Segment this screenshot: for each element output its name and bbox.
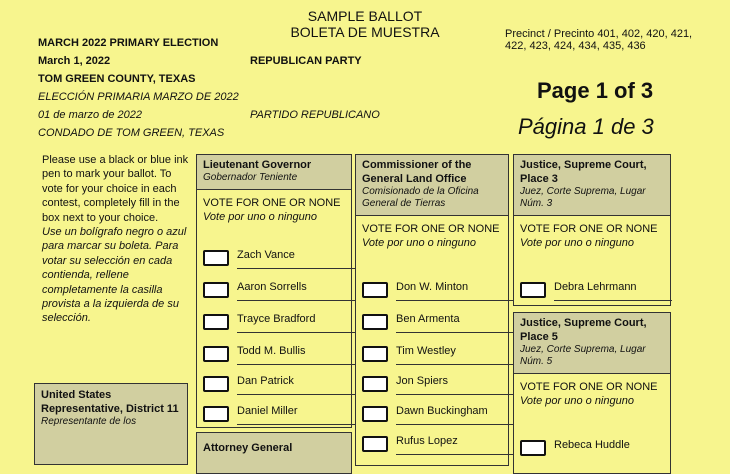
divider [237, 364, 355, 365]
ballot-title-en: SAMPLE BALLOT [307, 8, 423, 24]
vote-instruction-en: VOTE FOR ONE OR NONE [362, 223, 500, 235]
contest-title: Justice, Supreme Court, Place 5 [520, 317, 647, 343]
ballot-title-es: BOLETA DE MUESTRA [290, 24, 440, 40]
candidate-name: Don W. Minton [396, 281, 469, 293]
instructions-en: Please use a black or blue ink pen to mark your ballot. To vote for your choice in each contest, completely fill in the box next to your choice. [42, 154, 189, 224]
candidate-name: Aaron Sorrells [237, 281, 307, 293]
county-en: TOM GREEN COUNTY, TEXAS [38, 73, 196, 85]
instructions-es: Use un bolígrafo negro o azul para marcar su boleta. Para votar su selección en cada contienda, rellene completamente la casilla provista a la izquierda de su selección. [42, 226, 187, 325]
vote-bubble[interactable] [362, 282, 388, 298]
vote-instruction-es: Vote por uno o ninguno [362, 237, 476, 249]
vote-bubble[interactable] [203, 282, 229, 298]
vote-bubble[interactable] [362, 314, 388, 330]
county-es: CONDADO DE TOM GREEN, TEXAS [38, 127, 225, 139]
contest-subtitle: Juez, Corte Suprema, Lugar Núm. 5 [520, 344, 646, 367]
divider [237, 332, 355, 333]
vote-bubble[interactable] [520, 440, 546, 456]
divider [554, 300, 672, 301]
divider [396, 300, 514, 301]
contest-lieutenant-governor [196, 154, 352, 428]
candidate-name: Dawn Buckingham [396, 405, 488, 417]
precinct-list: Precinct / Precinto 401, 402, 420, 421, 422, 423, 424, 434, 435, 436 [505, 28, 693, 52]
candidate-name: Trayce Bradford [237, 313, 316, 325]
candidate-name: Jon Spiers [396, 375, 448, 387]
page-number-es: Página 1 de 3 [518, 114, 654, 139]
vote-bubble[interactable] [203, 250, 229, 266]
vote-bubble[interactable] [362, 346, 388, 362]
divider [396, 332, 514, 333]
election-name-es: ELECCIÓN PRIMARIA MARZO DE 2022 [38, 91, 239, 103]
candidate-name: Todd M. Bullis [237, 345, 306, 357]
divider [396, 454, 514, 455]
contest-subtitle: Representante de los [41, 416, 137, 427]
divider [237, 268, 355, 269]
candidate-name: Daniel Miller [237, 405, 298, 417]
vote-bubble[interactable] [203, 376, 229, 392]
vote-bubble[interactable] [203, 346, 229, 362]
party-en: REPUBLICAN PARTY [250, 55, 362, 67]
contest-title: Attorney General [203, 442, 293, 454]
election-date-es: 01 de marzo de 2022 [38, 109, 142, 121]
vote-bubble[interactable] [362, 376, 388, 392]
contest-title: Lieutenant Governor [203, 159, 312, 171]
candidate-name: Ben Armenta [396, 313, 460, 325]
contest-subtitle: Comisionado de la Oficina General de Tierras [362, 186, 479, 209]
vote-bubble[interactable] [203, 314, 229, 330]
contest-attorney-general [196, 432, 352, 474]
candidate-name: Tim Westley [396, 345, 456, 357]
vote-bubble[interactable] [362, 406, 388, 422]
contest-subtitle: Gobernador Teniente [203, 172, 298, 183]
vote-bubble[interactable] [520, 282, 546, 298]
party-es: PARTIDO REPUBLICANO [250, 109, 380, 121]
contest-land-office-commissioner [355, 154, 509, 466]
vote-instruction-es: Vote por uno o ninguno [520, 395, 634, 407]
vote-instruction-es: Vote por uno o ninguno [203, 211, 317, 223]
divider [237, 424, 355, 425]
vote-instruction-en: VOTE FOR ONE OR NONE [203, 197, 341, 209]
candidate-name: Dan Patrick [237, 375, 294, 387]
divider [237, 394, 355, 395]
divider [396, 364, 514, 365]
contest-us-representative [34, 383, 188, 465]
candidate-name: Rufus Lopez [396, 435, 458, 447]
election-info [38, 34, 258, 142]
contest-justice-place-3 [513, 154, 671, 306]
page-number-en: Page 1 of 3 [537, 78, 654, 103]
election-name-en: MARCH 2022 PRIMARY ELECTION [38, 37, 219, 49]
divider [396, 394, 514, 395]
contest-title: Justice, Supreme Court, Place 3 [520, 159, 647, 185]
instructions [42, 153, 190, 326]
contest-title: Commissioner of the General Land Office [362, 159, 472, 185]
divider [237, 300, 355, 301]
vote-instruction-es: Vote por uno o ninguno [520, 237, 634, 249]
candidate-name: Rebeca Huddle [554, 439, 630, 451]
contest-title: United States Representative, District 11 [41, 389, 179, 415]
vote-bubble[interactable] [203, 406, 229, 422]
candidate-name: Zach Vance [237, 249, 295, 261]
contest-subtitle: Juez, Corte Suprema, Lugar Núm. 3 [520, 186, 646, 209]
contest-justice-place-5 [513, 312, 671, 474]
divider [396, 424, 514, 425]
vote-bubble[interactable] [362, 436, 388, 452]
candidate-name: Debra Lehrmann [554, 281, 637, 293]
vote-instruction-en: VOTE FOR ONE OR NONE [520, 223, 658, 235]
vote-instruction-en: VOTE FOR ONE OR NONE [520, 381, 658, 393]
election-date-en: March 1, 2022 [38, 55, 111, 67]
